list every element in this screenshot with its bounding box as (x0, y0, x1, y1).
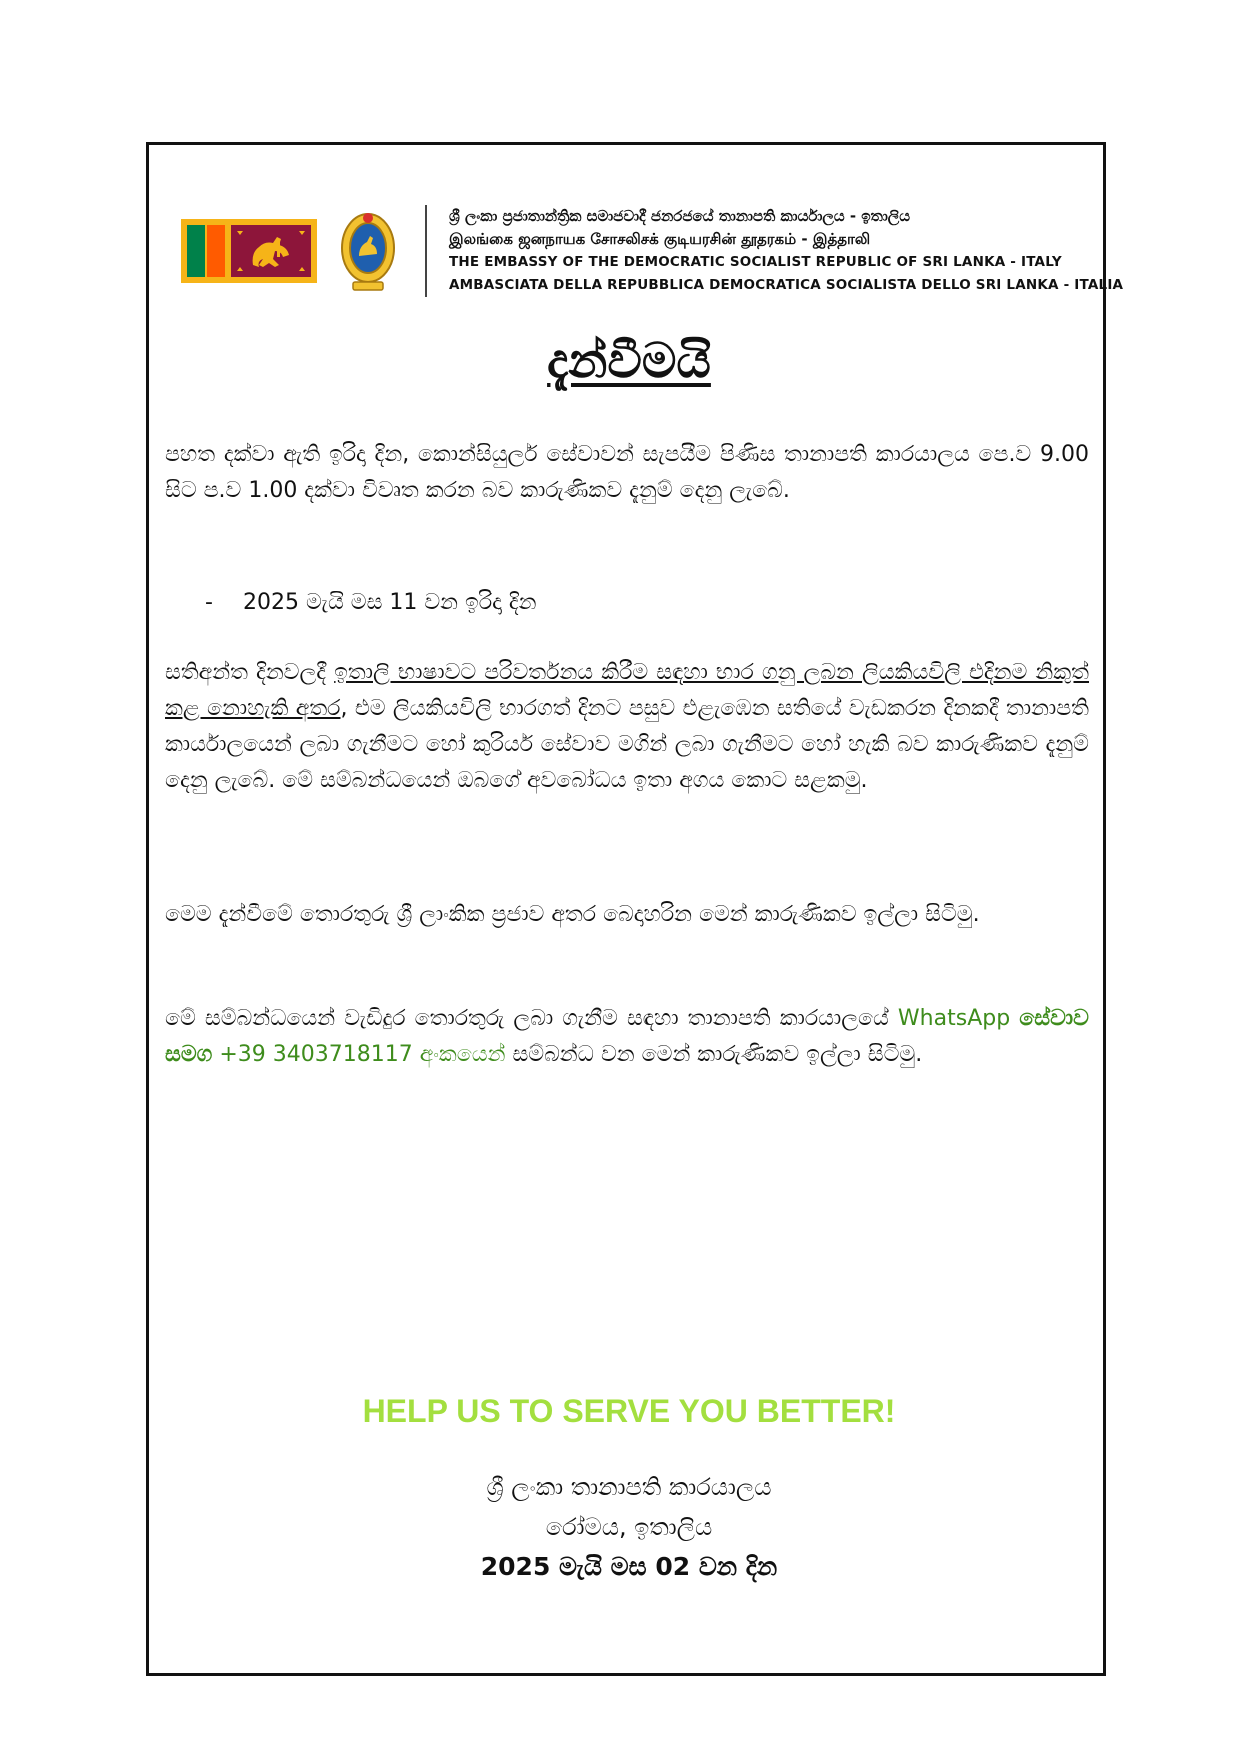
paragraph4-part2: සම්බන්ධ වන මෙන් කාරුණිකව ඉල්ලා සිටිමු. (505, 1042, 923, 1067)
national-emblem-icon (339, 208, 397, 294)
signature-date: 2025 මැයි මස 02 වන දින (480, 1552, 778, 1581)
whatsapp-number[interactable]: +39 3403718117 (219, 1042, 413, 1067)
bullet-dash: - (205, 590, 213, 615)
paragraph2-part1: සතිඅන්ත දිනවලදී (165, 660, 335, 685)
bullet-date (205, 585, 537, 621)
paragraph-translation-notice (165, 655, 1089, 799)
paragraph-share-request: මෙම දැන්වීමේ තොරතුරු ශ්‍රී ලාංකික ප්‍රජාව අතර බෙදාහරින මෙන් කාරුණිකව ඉල්ලා සිටිමු. (165, 902, 980, 927)
paragraph4-part1: මේ සම්බන්ධයෙන් වැඩිදුර තොරතුරු ලබා ගැනීම සඳහා තානාපති කාරයාලයේ (165, 1006, 898, 1031)
header-line-tamil: இலங்கை ஜனநாயக சோசலிசக் குடியரசின் தூதரகம் - இத்தாலி (449, 230, 871, 248)
whatsapp-label: WhatsApp (897, 1006, 1011, 1031)
sri-lanka-flag-icon (181, 219, 317, 283)
bullet-text: 2025 මැයි මස 11 වන ඉරිදා දින (243, 590, 537, 615)
signature-location: රෝමය, ඉතාලිය (545, 1513, 713, 1541)
whatsapp-number-suffix: අංකයෙන් (419, 1042, 506, 1067)
paragraph-contact (165, 1001, 1089, 1073)
header-line-sinhala: ශ්‍රී ලංකා ප්‍රජාතාන්ත්‍රික සමාජවාදී ජනරජයේ තානාපති කාර්යාලය - ඉතාලිය (449, 207, 911, 225)
paragraph-opening-hours: පහත දක්වා ඇති ඉරිදා දින, කොන්සියුලර් සේවාවන් සැපයීම පිණිස තානාපති කාරයාලය පෙ.ව 9.00 සිට ප.ව 1.00 දක්වා විවෘත කරන බව කාරුණිකව දැනුම් දෙනු ලැබේ. (165, 442, 1089, 503)
notice-title: දැන්වීමයි (547, 333, 711, 389)
letterhead (181, 205, 1124, 295)
signature-office: ශ්‍රී ලංකා තානාපති කාරයාලය (486, 1473, 772, 1501)
help-slogan: HELP US TO SERVE YOU BETTER! (362, 1393, 896, 1429)
paragraph2-part2: , එම ලියකියවිලි භාරගත් දිනට පසුව එළැඹෙන සතියේ වැඩකරන දිනකදී තානාපති කාර්යාලයෙන් ලබා ගැනීමට හෝ කුරියර් සේවාව මගින් ලබා ගැනීමට හෝ හැකි බව කාරුණිකව දැනුම් දෙනු ලැබේ. මේ සම්බන්ධයෙන් ඔබගේ අවබෝධය ඉතා අගය කොට සළකමු. (165, 696, 1089, 793)
whatsapp-service-label: සේවාව සමග (165, 1006, 1089, 1067)
header-line-english: THE EMBASSY OF THE DEMOCRATIC SOCIALIST REPUBLIC OF SRI LANKA - ITALY (449, 254, 1062, 270)
header-divider (425, 205, 427, 297)
paragraph2-underlined: ඉතාලි භාෂාවට පරිවර්තනය කිරීම සඳහා භාර ගනු ලබන ලියකියවිලි එදිනම නිකුත් කළ නොහැකි අතර (165, 660, 1089, 721)
notice-frame (146, 142, 1124, 1676)
header-line-italian: AMBASCIATA DELLA REPUBBLICA DEMOCRATICA SOCIALISTA DELLO SRI LANKA - ITALIA (449, 277, 1124, 293)
